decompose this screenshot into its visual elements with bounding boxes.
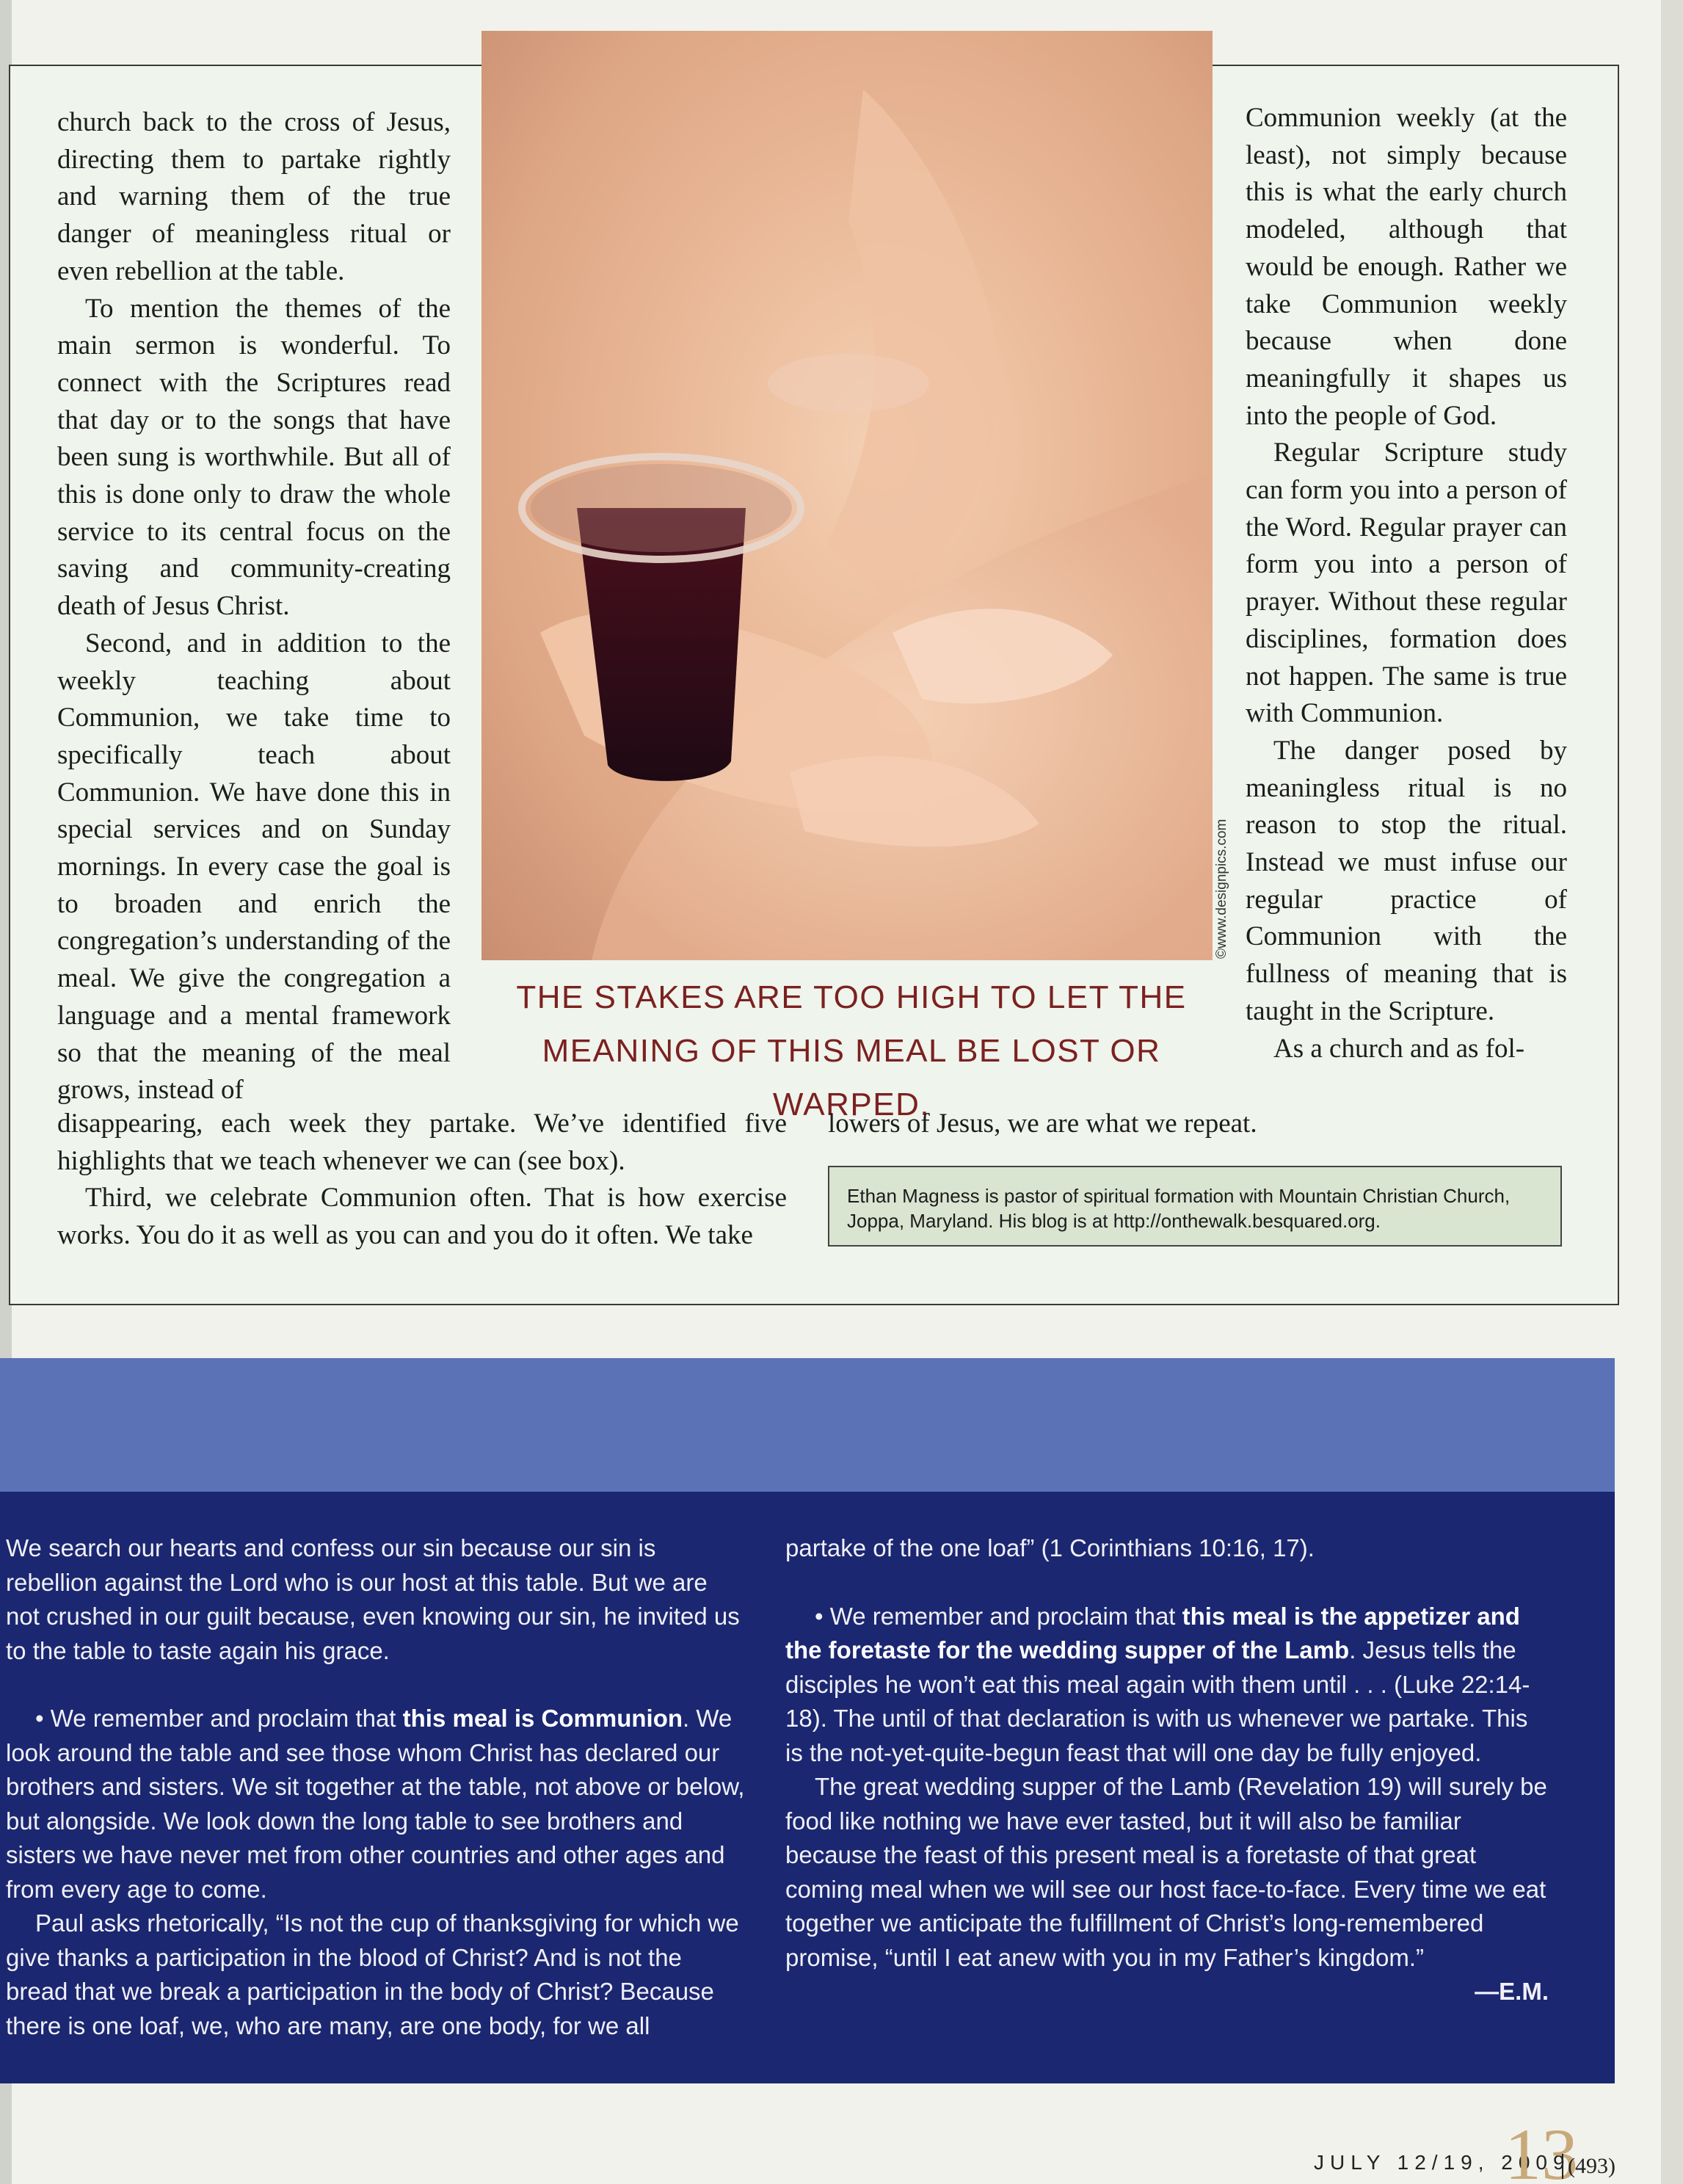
sidebar-signature: —E.M. [1475,1978,1549,2005]
sidebar-text: • We remember and proclaim that [815,1602,1182,1630]
communion-cup-photo [481,31,1213,960]
photo-credit [1214,812,1236,959]
issue-date: JULY 12/19, 2009 [1314,2151,1571,2174]
article-paragraph: Regular Scripture study can form you into a person of the Word. Regular prayer can form you into a person of prayer. Without these regular disciplines, formation does not happen. The same is true with Communion. [1246,438,1567,729]
article-paragraph: Third, we celebrate Communion often. That is how exercise works. You do it as well as you can and you do it often. We take [57,1183,787,1251]
article-column-right [1246,100,1567,1067]
sidebar-highlight: this meal is Communion [402,1705,683,1732]
article-column-bottom-left [57,1106,787,1255]
sidebar-paragraph [6,1702,747,1907]
sidebar-highlight: this meal is the appetizer and the foretaste for the wedding supper of the Lamb [785,1602,1520,1664]
article-paragraph: Second, and in addition to the weekly teaching about Communion, we take time to specifically teach about Communion. We have done this in special services and on Sunday mornings. In every case the goal is to broaden and enrich the congregation’s understanding of the meal. We give the congregation a language and a mental framework so that the meaning of the meal grows, instead of [57,628,451,1106]
article-paragraph: disappearing, each week they partake. We’ve identified five highlights that we teach whenever we can (see box). [57,1109,787,1176]
sidebar-paragraph: The great wedding supper of the Lamb (Revelation 19) will surely be food like nothing we have ever tasted, but it will also be familiar because the feast of this present meal is a foretaste of that great coming meal when we will see our host face-to-face. Every time we eat together we anticipate the fulfillment of Christ’s long-remembered promise, “until I eat anew with you in my Father’s kingdom.” [785,1773,1547,1971]
sidebar-paragraph: Paul asks rhetorically, “Is not the cup of thanksgiving for which we give thanks a participation in the blood of Christ? And is not the bread that we break a participation in the body of Christ? Because there is one loaf, we, who are many, are one body, for we all [6,1909,739,2039]
article-column-bottom-right [828,1106,1569,1143]
sidebar-column-left [6,1531,747,2043]
article-paragraph: lowers of Jesus, we are what we repeat. [828,1109,1257,1139]
article-paragraph: church back to the cross of Jesus, directing them to partake rightly and warning them of the true danger of meaningless ritual or even rebellion at the table. [57,107,451,286]
author-bio-box: Ethan Magness is pastor of spiritual formation with Mountain Christian Church, Joppa, Maryland. His blog is at http://onthewalk.besquared.org. [828,1166,1562,1247]
page-number-large: 13 [1505,2114,1578,2184]
sidebar-paragraph: We search our hearts and confess our sin because our sin is rebellion against the Lord who is our host at this table. But we are not crushed in our guilt because, even knowing our sin, he invited us to the table to taste again his grace. [6,1534,740,1664]
pull-quote: THE STAKES ARE TOO HIGH TO LET THE MEANING OF THIS MEAL BE LOST OR WARPED. [516,979,1187,1122]
article-paragraph: The danger posed by meaningless ritual is no reason to stop the ritual. Instead we must infuse our regular practice of Communion with the fullness of meaning that is taught in the Scripture. [1246,735,1567,1026]
sidebar-column-right [785,1531,1549,2009]
page-right-edge [1661,0,1683,2184]
article-paragraph: Communion weekly (at the least), not simply because this is what the early church modeled, although that would be enough. Rather we take Communion weekly because when done meaningfully it shapes us into the people of God. [1246,103,1567,431]
sidebar-header-band [0,1358,1615,1492]
page-number: (493) [1562,2154,1615,2179]
article-paragraph: As a church and as fol- [1273,1033,1525,1064]
article-column-left [57,104,451,1109]
sidebar-paragraph: partake of the one loaf” (1 Corinthians 10:16, 17). [785,1534,1315,1561]
photo-credit-text: ©www.designpics.com [1214,819,1229,959]
article-paragraph: To mention the themes of the main sermon is wonderful. To connect with the Scriptures read that day or to the songs that have been sung is worthwhile. But all of this is done only to draw the whole service to its central focus on the saving and community-creating death of Jesus Christ. [57,293,451,622]
hand-holding-cup-illustration [481,31,1213,960]
sidebar-text: • We remember and proclaim that [35,1705,403,1732]
sidebar-paragraph [785,1600,1549,1771]
sidebar-text: . We look around the table and see those whom Christ has declared our brothers and sisters. We sit together at the table, not above or below, but alongside. We look down the long table to see brothers and sisters we have never met from other countries and other ages and from every age to come. [6,1705,745,1903]
sidebar-text: . Jesus tells the disciples he won’t eat this meal again with them until . . . (Luke 22:14-18). The until of that declaration is with us whenever we partake. This is the not-yet-quite-begun feast that will one day be fully enjoyed. [785,1636,1530,1766]
